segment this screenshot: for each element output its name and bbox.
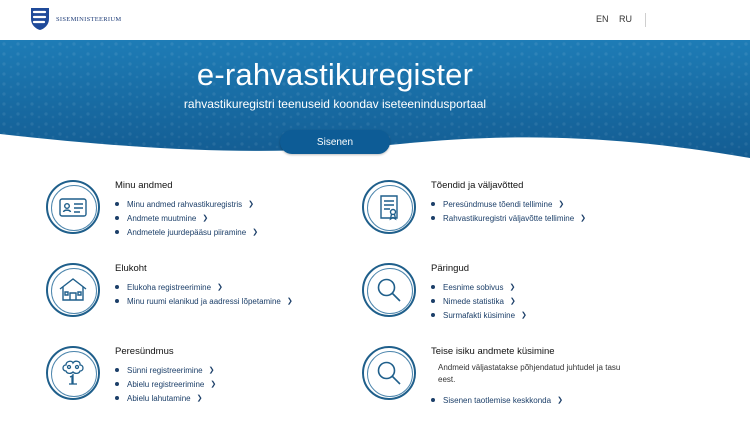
section-title: Teise isiku andmete küsimine [431,346,555,357]
bullet [115,216,119,220]
bullet [115,285,119,289]
bullet [431,398,435,402]
magnifier-icon [362,346,416,400]
bullet [115,202,119,206]
hero-title: e-rahvastikuregister [196,57,474,92]
bullet [115,368,119,372]
chevron-right-icon: ❯ [558,201,565,208]
section-peresundmus [46,346,376,426]
section-links [431,197,586,225]
language-en-link[interactable]: EN [596,14,609,24]
link-peresundmuse-toend[interactable] [431,197,586,211]
bullet [115,382,119,386]
link-text: Elukoha registreerimine [127,282,212,292]
link-text: Abielu lahutamine [127,393,191,403]
link-ruumi-elanikud[interactable] [115,294,293,308]
bullet [431,299,435,303]
section-links [431,393,563,407]
chevron-right-icon: ❯ [196,395,203,402]
chevron-right-icon: ❯ [509,298,516,305]
link-text: Peresündmuse tõendi tellimine [443,199,553,209]
section-minu-andmed [46,180,376,260]
link-text: Andmete muutmine [127,213,197,223]
section-elukoht [46,263,376,343]
link-surmafakti-kusimine[interactable] [431,308,527,322]
link-eesnime-sobivus[interactable] [431,280,527,294]
link-nimede-statistika[interactable] [431,294,527,308]
chevron-right-icon: ❯ [217,284,223,291]
link-taotlemise-keskkond[interactable] [431,393,563,407]
section-teise-isiku-andmed [362,346,692,426]
link-juurdepaasu-piiramine[interactable] [115,225,258,239]
chevron-right-icon: ❯ [557,397,563,404]
chevron-right-icon: ❯ [202,215,209,222]
link-text: Sisenen taotlemise keskkonda [443,395,552,405]
id-card-icon [46,180,100,234]
link-sunni-registreerimine[interactable] [115,363,216,377]
section-title: Elukoht [115,263,147,274]
section-links [115,197,258,239]
link-text: Sünni registreerimine [127,365,203,375]
enter-button[interactable]: Sisenen [280,130,390,154]
hero-subtitle: rahvastikuregistri teenuseid koondav iseteenindusportaal [183,97,487,111]
link-text: Minu andmed rahvastikuregistris [127,199,243,209]
bullet [431,313,435,317]
link-elukoha-registreerimine[interactable] [115,280,293,294]
section-links [431,280,527,322]
hero-banner [0,40,750,160]
link-abielu-registreerimine[interactable] [115,377,216,391]
house-icon [46,263,100,317]
section-links [115,363,216,405]
link-text: Rahvastikuregistri väljavõtte tellimine [443,213,575,223]
logo[interactable] [30,7,121,31]
chevron-right-icon: ❯ [208,367,215,374]
section-paringud [362,263,692,343]
bullet [115,396,119,400]
bullet [431,285,435,289]
bullet [115,299,119,303]
bullet [431,216,435,220]
chevron-right-icon: ❯ [252,229,259,236]
link-text: Andmetele juurdepääsu piiramine [127,227,247,237]
chevron-right-icon: ❯ [286,298,293,305]
magnifier-icon [362,263,416,317]
chevron-right-icon: ❯ [210,381,217,388]
link-minu-andmed-registris[interactable] [115,197,258,211]
bullet [431,202,435,206]
section-title: Tõendid ja väljavõtted [431,180,524,191]
section-links [115,280,293,308]
section-title: Peresündmus [115,346,174,357]
logo-text: SISEMINISTEERIUM [56,15,122,23]
chevron-right-icon: ❯ [509,284,516,291]
section-description: Andmeid väljastatakse põhjendatud juhtudel ja tasu eest. [438,363,621,384]
link-text: Surmafakti küsimine [443,310,516,320]
link-text: Eesnime sobivus [443,282,504,292]
top-bar [0,0,750,40]
coat-of-arms-icon [30,7,50,31]
section-title: Minu andmed [115,180,173,191]
link-text: Nimede statistika [443,296,504,306]
certificate-icon [362,180,416,234]
header-divider [645,13,646,27]
section-toendid [362,180,692,260]
bullet [115,230,119,234]
link-text: Abielu registreerimine [127,379,205,389]
chevron-right-icon: ❯ [521,312,527,319]
section-title: Päringud [431,263,470,274]
link-text: Minu ruumi elanikud ja aadressi lõpetamine [127,296,281,306]
chevron-right-icon: ❯ [248,201,255,208]
family-tree-icon [46,346,100,400]
link-andmete-muutmine[interactable] [115,211,258,225]
link-valjavotte-tellimine[interactable] [431,211,586,225]
link-abielu-lahutamine[interactable] [115,391,216,405]
language-ru-link[interactable]: RU [619,14,632,24]
chevron-right-icon: ❯ [580,215,587,222]
